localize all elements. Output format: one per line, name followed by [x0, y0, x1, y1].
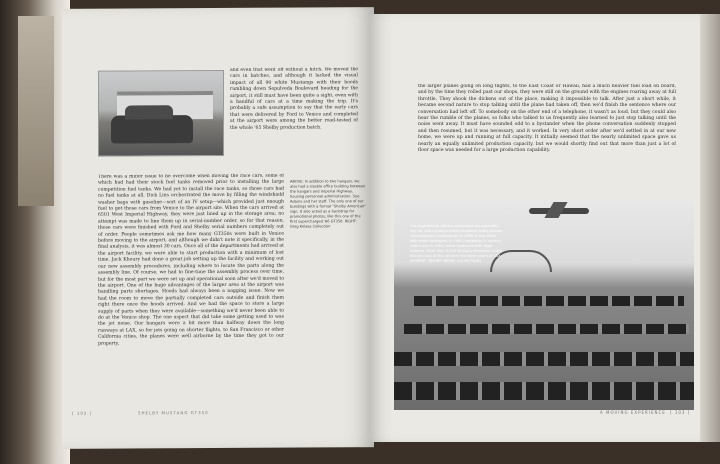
previous-pages-edge: [0, 0, 70, 464]
airplane: [529, 208, 589, 214]
top-right-column-text: and even that went off without a hitch. We moved the cars in batches, and although it lacked the visual impact of all 90 white Mustangs with their hoods rumbling down Sepulveda Boulevard heading for the airport, it still must have been quite a sight, even with a handful of cars at a time making the trip. It's probably a safe assumption to say that the early cars that were delivered by Ford to Venice and completed at the airport were among the better road-tested of the whole '65 Shelby production batch.: [230, 67, 358, 131]
car-row: [404, 324, 689, 334]
airport-lot-photo: [394, 200, 694, 410]
shelby-building-photo: [98, 70, 224, 157]
right-page: [370, 14, 704, 442]
side-caption: ABOVE: In addition to two hangars, we also had a sizable office building between the hangars and Imperial Highway, housing personnel administration. Sue Adams and her staff. The only one of our buildings with a formal "Shelby American" sign. It also acted as a backdrop for promotional photos, like this one of the first supercharged '66 GT350. RIGHT: Greg Kolasa Collection: [290, 179, 366, 229]
right-body-text: the larger planes going on long flights, to the East Coast or Hawaii, had a much heavier fuel load on board, and by the time they rolled past our shops, they were still on the ground with the engines roaring away at full throttle. They shook the dickens out of the place, making it impossible to talk. After just a short while, it became second nature to stop talking until the plane had taken off, then we'd finish the sentence where our conversation had left off. To somebody on the other end of a telephone, it wasn't as loud, but they could also hear the rumble of the planes, so folks who talked to us frequently also learned to just stop talking until the noise went away. It must have sounded odd to a bystander when the phone conversation suddenly stopped and then resumed, but it was necessary, and it worked. In very short order after we'd settled in at our new home, we were up and running at full capacity. It initially seemed that the nearly unlimited space gave us nearly an equally unlimited production capacity, but we would shortly find out that more than just a lot of floor space was needed for a large production capability.: [418, 84, 676, 154]
car-row: [394, 352, 694, 366]
car-row: [414, 296, 684, 306]
right-page-edges: [700, 14, 720, 442]
right-running-head: A MOVING EXPERIENCE: [600, 410, 666, 415]
left-running-head: SHELBY MUSTANG GT350: [138, 410, 209, 416]
left-page: [62, 7, 374, 449]
previous-page-photo-edge: [18, 16, 54, 206]
mustang-car: [111, 115, 193, 143]
left-page-number: [ 102 ]: [72, 410, 93, 416]
main-body-text: There was a minor issue to be overcome when moving the race cars, some of which had had their stock fuel tanks removed prior to installing the large competition fuel tanks. We had yet to install the race tanks, so those cars had no fuel tanks at all. Dick Lins orchestrated the move by filling the windshield washer bags with gasoline—sort of an IV setup—which provided just enough fuel to get those cars from Venice to the airport site. When the cars arrived at 6501 West Imperial Highway, they were just lined up in the storage area; no attempt was made to line them up in serial-number order, so for that reason, those cars were finished with Ford and Shelby serial numbers completely out of order. People sometimes ask me how many GT350s were built in Venice before moving to the airport, and although we didn't note it specifically, in the final analysis, it was almost 30 cars. Once all of the departments had arrived at the airport facility, we were able to start production with a minimum of lost time. Jack Khoury had done a great job setting up the facility and working out our new assembly procedures, including where to locate the parts along the assembly line. Of course, we had to fine-tune the assembly process over time, but for the most part we were set up and operational soon after we'd moved to the airport. One of the huge advantages of the larger area at the airport was handling parts shortages. Hoods had always been a nagging issue. Now we had the room to move the partially completed cars outside and finish them right there once the hoods arrived. And we had the space to store a large supply of parts when they were available—something we'd never been able to do at the Venice shop. The one aspect that did take some getting used to was the jet noise. Our hangars were a bit more than halfway down the long runways at LAX, so for jets going on shorter flights, to San Francisco or other California cities, the planes were well airborne by the time they got to our property,: [98, 173, 284, 347]
photo-caption: Our engineering offices overlooked our assembly-line lot, and runways where airplanes make private conversations challenging. In 1966, it was filled with white fastbacks. In 1965, fastbacks in various colors and in 1967, some fastbacks with large engines. More than 5,000 Mustang fastbacks rolled into and out of this lot over the three years at LAX. (ROBERT "KNOBY" BEEBE COLLECTION): [410, 224, 503, 263]
right-page-number: [ 103 ]: [670, 410, 691, 415]
car-row: [394, 382, 694, 400]
